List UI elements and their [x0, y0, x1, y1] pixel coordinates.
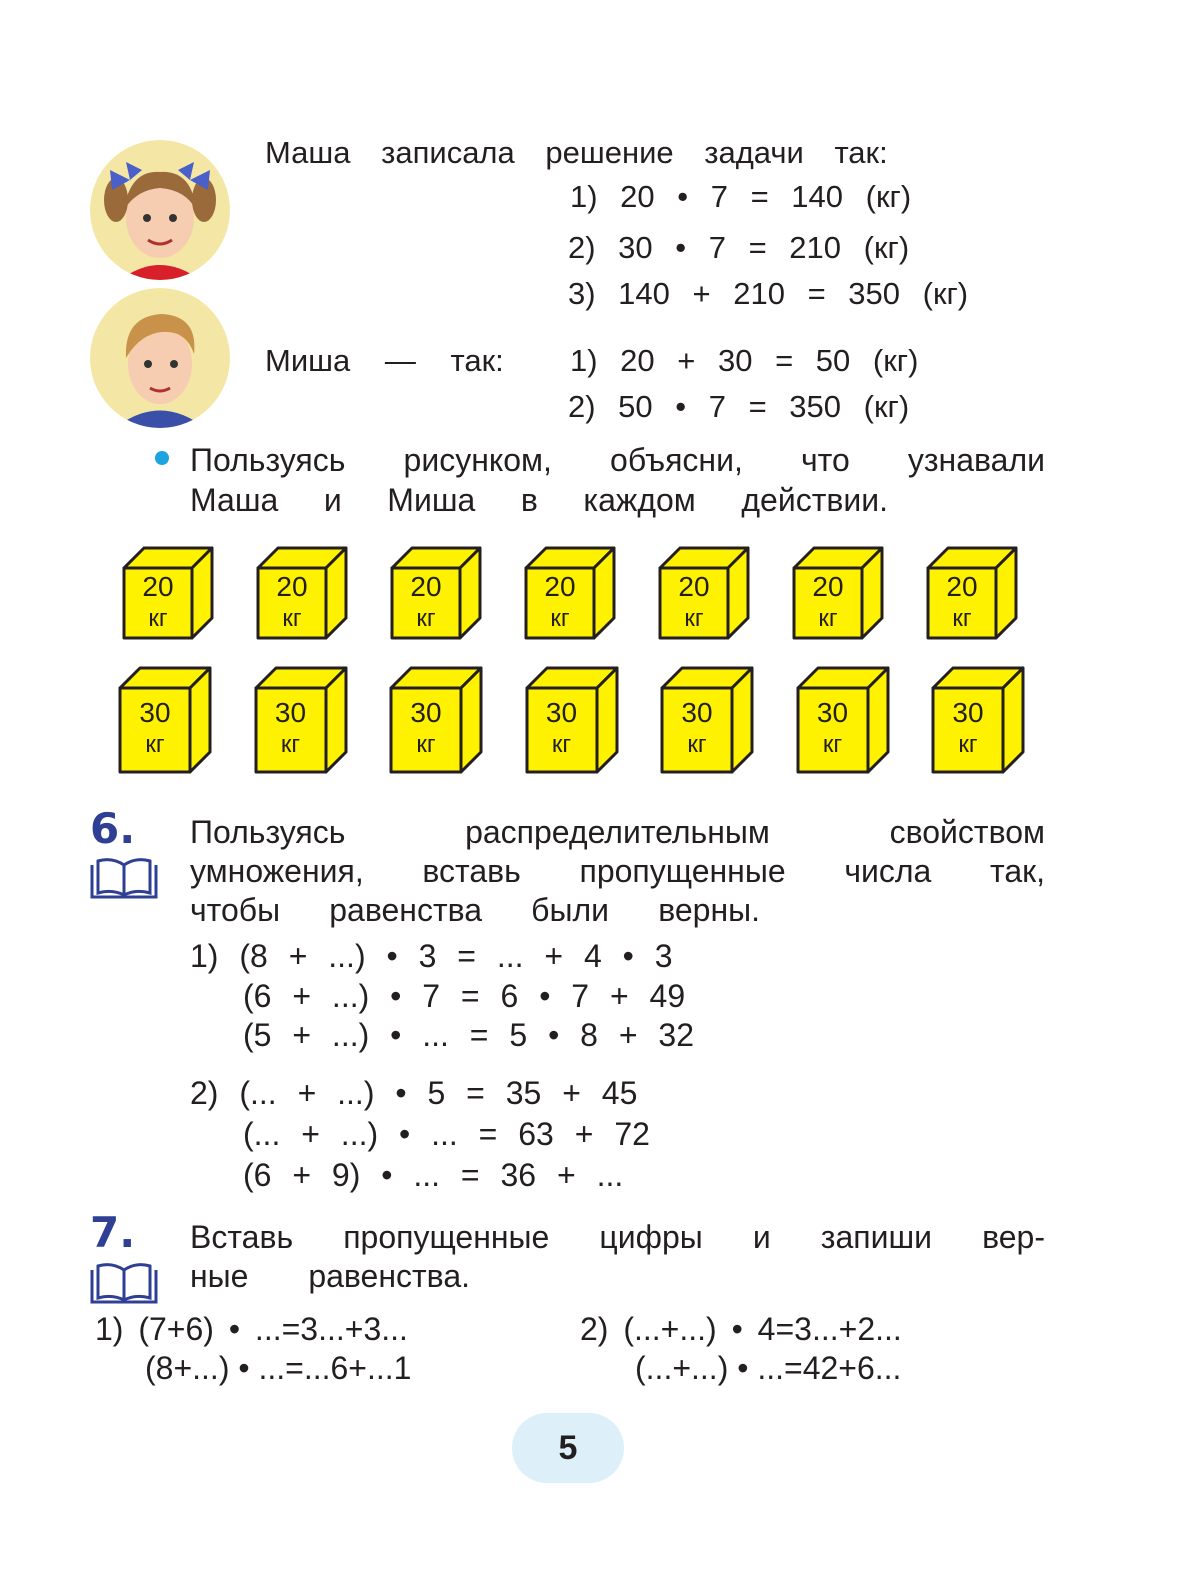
weight-box — [254, 666, 348, 774]
box-value: 20 — [544, 571, 576, 602]
question-line-2: Маша и Миша в каждом действии. — [190, 482, 888, 518]
masha-step-2: 2) 30 • 7 = 210 (кг) — [568, 230, 910, 265]
task-6-eq-1-3: (5 + ...) • ... = 5 • 8 + 32 — [243, 1017, 695, 1053]
box-value: 20 — [946, 571, 978, 602]
box-unit: кг — [822, 731, 843, 758]
box-unit: кг — [687, 731, 707, 758]
weight-box — [660, 666, 754, 774]
box-value: 20 — [812, 571, 844, 602]
box-value: 20 — [410, 571, 442, 602]
weight-box — [658, 546, 750, 640]
task-7-right-1: 2) (...+...) • 4=3...+2... — [580, 1311, 902, 1347]
masha-intro: Маша записала решение задачи так: — [265, 135, 888, 170]
weight-box — [524, 546, 616, 640]
bullet-icon — [155, 451, 169, 465]
misha-avatar — [90, 288, 230, 428]
box-unit: кг — [416, 731, 436, 758]
weight-box — [525, 666, 619, 774]
task-6-eq-2-2: (... + ...) • ... = 63 + 72 — [243, 1116, 650, 1152]
box-unit: кг — [145, 731, 165, 758]
box-unit: кг — [958, 731, 978, 758]
question-line-1: Пользуясь рисунком, объясни, что узнавали — [190, 442, 1045, 478]
box-unit: кг — [416, 605, 436, 632]
weight-box — [931, 666, 1025, 774]
task-6-number: 6. — [90, 804, 136, 853]
box-value: 30 — [410, 697, 442, 728]
task-6-text-2: умножения, вставь пропущенные числа так, — [190, 853, 1045, 889]
weight-box — [118, 666, 212, 774]
task-7-left-1: 1) (7+6) • ...=3...+3... — [95, 1311, 408, 1347]
task-6-eq-1-2: (6 + ...) • 7 = 6 • 7 + 49 — [243, 978, 686, 1014]
weight-box — [792, 546, 884, 640]
weight-box — [796, 666, 890, 774]
box-value: 30 — [139, 697, 171, 728]
task-7-right-2: (...+...) • ...=42+6... — [635, 1350, 902, 1386]
box-value: 30 — [952, 697, 984, 728]
misha-intro: Миша — так: — [265, 343, 504, 378]
box-value: 30 — [816, 697, 849, 728]
task-6-text-1: Пользуясь распределительным свойством — [190, 814, 1045, 850]
box-value: 20 — [678, 571, 710, 602]
misha-step-1: 1) 20 + 30 = 50 (кг) — [570, 343, 919, 378]
task-7-left-2: (8+...) • ...=...6+...1 — [145, 1350, 412, 1386]
page-number: 5 — [512, 1413, 624, 1483]
task-7-number: 7. — [90, 1208, 136, 1257]
book-icon — [90, 1260, 158, 1306]
task-6-eq-2-3: (6 + 9) • ... = 36 + ... — [243, 1157, 624, 1193]
book-icon — [90, 855, 158, 901]
box-unit: кг — [550, 605, 570, 632]
boy-face-icon — [90, 288, 230, 428]
misha-step-2: 2) 50 • 7 = 350 (кг) — [568, 389, 910, 424]
box-value: 30 — [545, 697, 578, 728]
weight-box — [389, 666, 483, 774]
box-unit: кг — [551, 731, 572, 758]
box-value: 20 — [142, 571, 174, 602]
box-unit: кг — [148, 605, 168, 632]
box-unit: кг — [280, 731, 301, 758]
weight-box — [122, 546, 214, 640]
task-7-text-1: Вставь пропущенные цифры и запиши вер- — [190, 1219, 1045, 1255]
box-value: 30 — [681, 697, 713, 728]
box-value: 30 — [274, 697, 307, 728]
weight-box — [390, 546, 482, 640]
box-value: 20 — [276, 571, 308, 602]
task-6-eq-1-1: 1) (8 + ...) • 3 = ... + 4 • 3 — [190, 938, 673, 974]
task-6-eq-2-1: 2) (... + ...) • 5 = 35 + 45 — [190, 1075, 638, 1111]
task-7-text-2: ные равенства. — [190, 1258, 470, 1294]
masha-avatar — [90, 140, 230, 280]
box-unit: кг — [282, 605, 302, 632]
weight-box — [256, 546, 348, 640]
weight-box — [926, 546, 1018, 640]
girl-face-icon — [90, 140, 230, 280]
box-unit: кг — [818, 605, 838, 632]
task-6-text-3: чтобы равенства были верны. — [190, 892, 760, 928]
box-unit: кг — [684, 605, 704, 632]
masha-step-3: 3) 140 + 210 = 350 (кг) — [568, 276, 969, 311]
box-unit: кг — [952, 605, 972, 632]
masha-step-1: 1) 20 • 7 = 140 (кг) — [570, 179, 912, 214]
